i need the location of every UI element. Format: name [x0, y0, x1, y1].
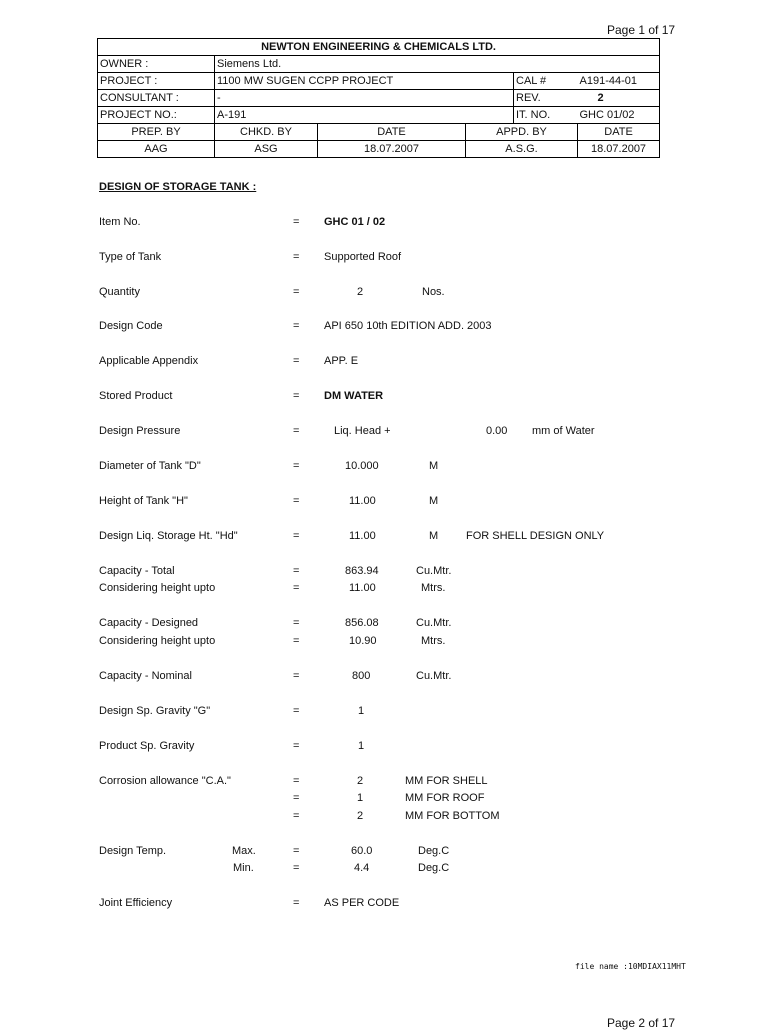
equals-sign: = — [293, 670, 300, 682]
temp-min-unit: Deg.C — [418, 862, 450, 874]
equals-sign: = — [293, 582, 300, 594]
equals-sign: = — [293, 460, 300, 472]
owner-label: OWNER : — [98, 56, 215, 73]
owner-value: Siemens Ltd. — [215, 56, 660, 73]
cap-designed-value: 856.08 — [345, 617, 379, 629]
equals-sign: = — [293, 565, 300, 577]
design-sg-label: Design Sp. Gravity "G" — [99, 705, 211, 717]
cap-designed-unit: Cu.Mtr. — [416, 617, 452, 629]
diameter-value: 10.000 — [345, 460, 379, 472]
height-label: Height of Tank "H" — [99, 495, 188, 507]
ca-roof-unit: MM FOR ROOF — [405, 792, 485, 804]
ca-bottom-unit: MM FOR BOTTOM — [405, 810, 500, 822]
ca-label: Corrosion allowance "C.A." — [99, 775, 231, 787]
temp-min-value: 4.4 — [354, 862, 370, 874]
equals-sign: = — [293, 355, 300, 367]
design-code-label: Design Code — [99, 320, 163, 332]
equals-sign: = — [293, 320, 300, 332]
sign-appd: A.S.G. — [466, 141, 578, 158]
pressure-value: Liq. Head + — [334, 425, 391, 437]
cal-value: A191-44-01 — [578, 73, 660, 90]
liq-height-label: Design Liq. Storage Ht. "Hd" — [99, 530, 238, 542]
cap-total-ht-unit: Mtrs. — [421, 582, 446, 594]
cap-total-ht-label: Considering height upto — [99, 582, 216, 594]
height-value: 11.00 — [349, 495, 376, 507]
sign-date: 18.07.2007 — [318, 141, 466, 158]
product-label: Stored Product — [99, 390, 173, 402]
diameter-unit: M — [429, 460, 439, 472]
project-no-value: A-191 — [215, 107, 514, 124]
equals-sign: = — [293, 390, 300, 402]
sign-header-prep: PREP. BY — [98, 124, 215, 141]
equals-sign: = — [293, 705, 300, 717]
joint-value: AS PER CODE — [324, 897, 400, 909]
ca-shell-unit: MM FOR SHELL — [405, 775, 488, 787]
product-sg-label: Product Sp. Gravity — [99, 740, 195, 752]
cap-designed-ht-unit: Mtrs. — [421, 635, 446, 647]
diameter-label: Diameter of Tank "D" — [99, 460, 201, 472]
appendix-value: APP. E — [324, 355, 359, 367]
pressure-label: Design Pressure — [99, 425, 181, 437]
ca-roof-value: 1 — [357, 792, 364, 804]
equals-sign: = — [293, 845, 300, 857]
tank-type-value: Supported Roof — [324, 251, 402, 263]
tank-type-label: Type of Tank — [99, 251, 162, 263]
consultant-value: - — [215, 90, 514, 107]
liq-height-unit: M — [429, 530, 439, 542]
file-name: file name :10MDIAX11MHT — [575, 962, 686, 971]
section-title: DESIGN OF STORAGE TANK : — [99, 181, 257, 193]
temp-max-value: 60.0 — [351, 845, 373, 857]
pressure-unit: mm of Water — [532, 425, 595, 437]
design-sg-value: 1 — [358, 705, 365, 717]
equals-sign: = — [293, 775, 300, 787]
sign-header-appd: APPD. BY — [466, 124, 578, 141]
temp-label: Design Temp. — [99, 845, 167, 857]
equals-sign: = — [293, 425, 300, 437]
cal-label: CAL # — [514, 73, 578, 90]
joint-label: Joint Efficiency — [99, 897, 173, 909]
equals-sign: = — [293, 897, 300, 909]
project-value: 1100 MW SUGEN CCPP PROJECT — [215, 73, 514, 90]
equals-sign: = — [293, 862, 300, 874]
project-label: PROJECT : — [98, 73, 215, 90]
temp-max-sub: Max. — [232, 845, 256, 857]
sign-header-date2: DATE — [578, 124, 660, 141]
consultant-label: CONSULTANT : — [98, 90, 215, 107]
sign-prep: AAG — [98, 141, 215, 158]
it-no-value: GHC 01/02 — [578, 107, 660, 124]
item-no-label: Item No. — [99, 216, 141, 228]
next-page-number: Page 2 of 17 — [607, 1016, 676, 1030]
sign-date2: 18.07.2007 — [578, 141, 660, 158]
quantity-label: Quantity — [99, 286, 140, 298]
cap-nominal-unit: Cu.Mtr. — [416, 670, 452, 682]
equals-sign: = — [293, 792, 300, 804]
liq-height-value: 11.00 — [349, 530, 376, 542]
equals-sign: = — [293, 810, 300, 822]
equals-sign: = — [293, 216, 300, 228]
cap-nominal-value: 800 — [352, 670, 371, 682]
ca-shell-value: 2 — [357, 775, 364, 787]
cap-designed-ht-value: 10.90 — [349, 635, 377, 647]
cap-total-label: Capacity - Total — [99, 565, 175, 577]
design-code-value: API 650 10th EDITION ADD. 2003 — [324, 320, 492, 332]
temp-max-unit: Deg.C — [418, 845, 450, 857]
product-value: DM WATER — [324, 390, 384, 402]
equals-sign: = — [293, 740, 300, 752]
appendix-label: Applicable Appendix — [99, 355, 199, 367]
quantity-value: 2 — [357, 286, 364, 298]
equals-sign: = — [293, 530, 300, 542]
cap-designed-label: Capacity - Designed — [99, 617, 199, 629]
ca-bottom-value: 2 — [357, 810, 364, 822]
header-table — [97, 38, 660, 158]
cap-total-ht-value: 11.00 — [349, 582, 376, 594]
sign-header-date: DATE — [318, 124, 466, 141]
cap-total-value: 863.94 — [345, 565, 379, 577]
liq-height-note: FOR SHELL DESIGN ONLY — [466, 530, 605, 542]
equals-sign: = — [293, 286, 300, 298]
project-no-label: PROJECT NO.: — [98, 107, 215, 124]
cap-total-unit: Cu.Mtr. — [416, 565, 452, 577]
cap-designed-ht-label: Considering height upto — [99, 635, 216, 647]
temp-min-sub: Min. — [233, 862, 254, 874]
item-no-value: GHC 01 / 02 — [324, 216, 386, 228]
equals-sign: = — [293, 251, 300, 263]
pressure-value2: 0.00 — [486, 425, 508, 437]
quantity-unit: Nos. — [422, 286, 445, 298]
sign-header-chkd: CHKD. BY — [215, 124, 318, 141]
equals-sign: = — [293, 495, 300, 507]
sign-chkd: ASG — [215, 141, 318, 158]
product-sg-value: 1 — [358, 740, 365, 752]
equals-sign: = — [293, 635, 300, 647]
company-name: NEWTON ENGINEERING & CHEMICALS LTD. — [98, 39, 660, 56]
page-number: Page 1 of 17 — [607, 23, 676, 37]
equals-sign: = — [293, 617, 300, 629]
cap-nominal-label: Capacity - Nominal — [99, 670, 192, 682]
rev-label: REV. — [514, 90, 578, 107]
rev-value: 2 — [578, 90, 660, 107]
it-no-label: IT. NO. — [514, 107, 578, 124]
height-unit: M — [429, 495, 439, 507]
